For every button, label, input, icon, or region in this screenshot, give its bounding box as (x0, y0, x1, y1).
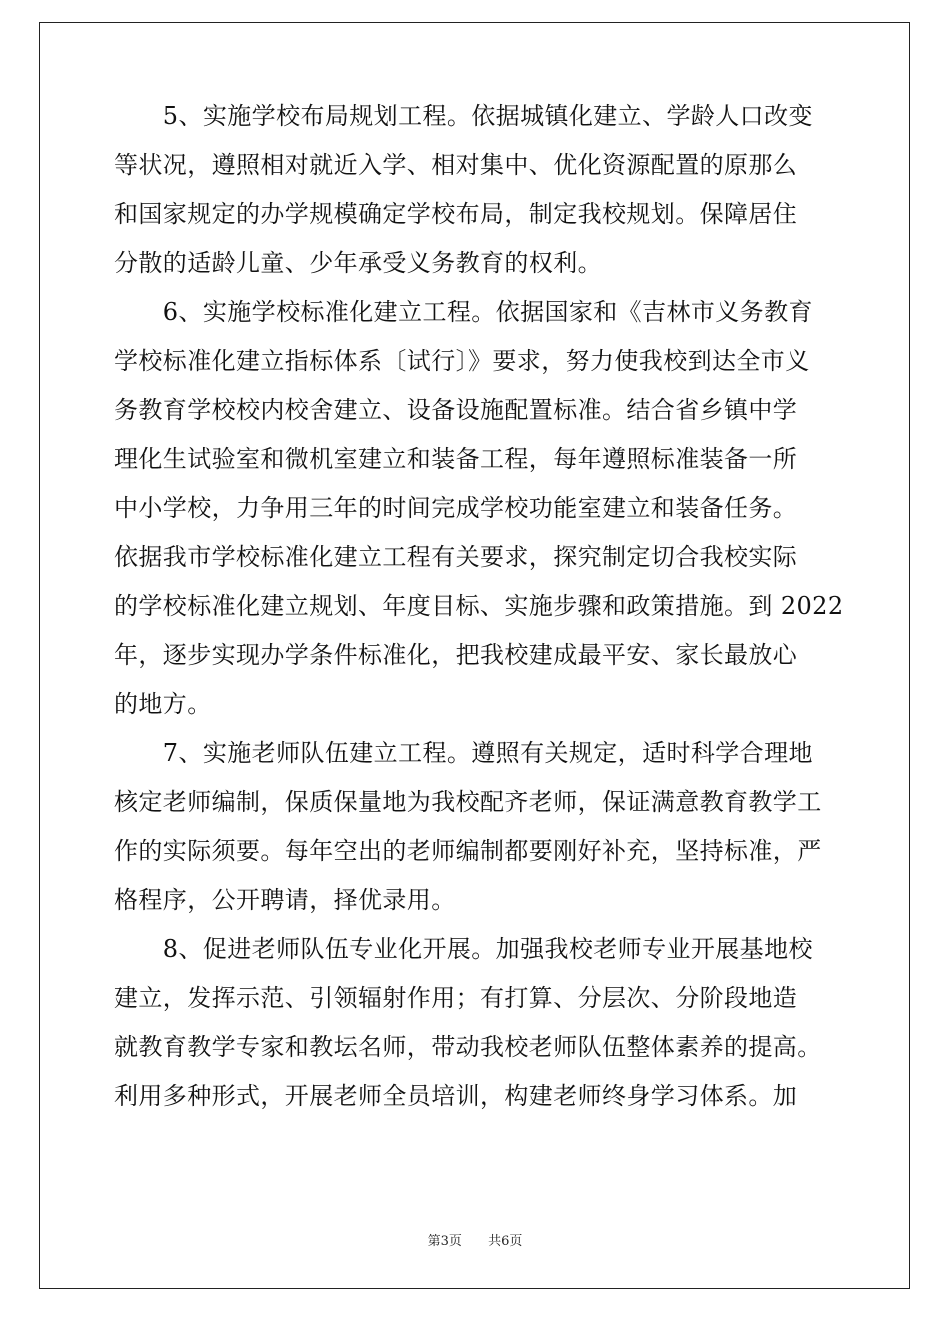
paragraph-5 (114, 92, 844, 288)
text-line: 理化生试验室和微机室建立和装备工程，每年遵照标准装备一所 (114, 445, 798, 473)
text-line: 的地方。 (114, 690, 212, 718)
text-line: 和国家规定的办学规模确定学校布局，制定我校规划。保障居住 (114, 200, 798, 228)
paragraph-7 (114, 729, 844, 925)
document-body (114, 92, 844, 1121)
page-number-current: 第3页 (427, 1234, 462, 1249)
page-footer (0, 1230, 950, 1249)
text-line: 作的实际须要。每年空出的老师编制都要刚好补充，坚持标准，严 (114, 837, 822, 865)
text-line: 利用多种形式，开展老师全员培训，构建老师终身学习体系。加 (114, 1082, 798, 1110)
paragraph-6 (114, 288, 844, 729)
text-line: 的学校标准化建立规划、年度目标、实施步骤和政策措施。到 2022 (114, 592, 844, 620)
text-line: 务教育学校校内校舍建立、设备设施配置标准。结合省乡镇中学 (114, 396, 798, 424)
text-line: 依据我市学校标准化建立工程有关要求，探究制定切合我校实际 (114, 543, 798, 571)
text-line: 建立，发挥示范、引领辐射作用；有打算、分层次、分阶段地造 (114, 984, 798, 1012)
text-line: 7、实施老师队伍建立工程。遵照有关规定，适时科学合理地 (114, 739, 813, 767)
text-line: 格程序，公开聘请，择优录用。 (114, 886, 456, 914)
text-line: 6、实施学校标准化建立工程。依据国家和《吉林市义务教育 (114, 298, 813, 326)
text-line: 学校标准化建立指标体系〔试行〕》要求，努力使我校到达全市义 (114, 347, 810, 375)
text-line: 核定老师编制，保质保量地为我校配齐老师，保证满意教育教学工 (114, 788, 822, 816)
page-number-total: 共6页 (488, 1234, 523, 1249)
text-line: 分散的适龄儿童、少年承受义务教育的权利。 (114, 249, 602, 277)
text-line: 就教育教学专家和教坛名师，带动我校老师队伍整体素养的提高。 (114, 1033, 822, 1061)
text-line: 等状况，遵照相对就近入学、相对集中、优化资源配置的原那么 (114, 151, 798, 179)
text-line: 中小学校，力争用三年的时间完成学校功能室建立和装备任务。 (114, 494, 798, 522)
text-line: 年，逐步实现办学条件标准化，把我校建成最平安、家长最放心 (114, 641, 798, 669)
paragraph-8 (114, 925, 844, 1121)
text-line: 5、实施学校布局规划工程。依据城镇化建立、学龄人口改变 (114, 102, 813, 130)
text-line: 8、促进老师队伍专业化开展。加强我校老师专业开展基地校 (114, 935, 813, 963)
